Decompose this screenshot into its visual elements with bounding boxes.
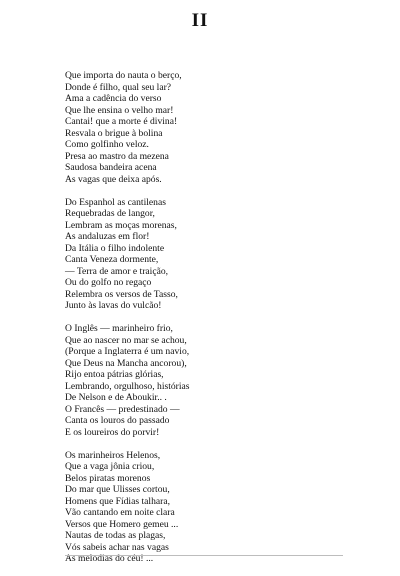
poem-line: E os loureiros do porvir! [65,426,160,438]
poem-line: Canta Veneza dormente, [65,254,159,265]
poem-line: Do Espanhol as cantilenas [65,196,166,208]
poem-line: Da Itália o filho indolente [65,242,165,254]
poem-line: Belos piratas morenos [65,472,151,484]
poem-line: As melodias do céu! ... [65,553,154,564]
poem-line: Cantai! que a morte é divina! [65,116,178,127]
poem-line: Ou do golfo no regaço [65,277,152,288]
poem-line: Como golfinho veloz. [65,139,149,150]
poem-line: Relembra os versos de Tasso, [65,288,178,300]
stanza-4 [65,450,365,565]
stanza-1 [65,70,365,185]
poem-line: Canta os louros do passado [65,415,170,426]
poem-line: Que ao nascer no mar se achou, [65,334,187,346]
poem-line: Os marinheiros Helenos, [65,449,161,461]
poem-line: Donde é filho, qual seu lar? [65,81,172,93]
poem-line: Resvala o brigue à bolina [65,127,163,139]
poem-line: — Terra de amor e traição, [65,265,169,277]
poem-line: Que a vaga jônia criou, [65,461,155,472]
poem-line: Homens que Fídias talhara, [65,495,170,507]
poem-line: Presa ao mastro da mezena [65,150,169,162]
poem-line: (Porque a Inglaterra é um navio, [65,346,190,357]
poem-line: Requebradas de langor, [65,208,155,219]
poem-line: O Francês — predestinado — [65,403,180,415]
poem-line: Que importa do nauta o berço, [65,70,182,81]
poem-line: Lembram as moças morenas, [65,219,177,231]
poem-line: Vós sabeis achar nas vagas [65,541,169,553]
poem-line: De Nelson e de Aboukir.. . [65,392,167,403]
stanza-3 [65,323,365,438]
page-divider [65,555,343,556]
poem-body [65,70,365,576]
poem-line: Rijo entoa pátrias glórias, [65,369,164,380]
poem-line: Saudosa bandeira acena [65,162,157,173]
poem-line: As vagas que deixa após. [65,173,162,185]
poem-line: Junto às lavas do vulcão! [65,300,162,311]
poem-line: As andaluzas em flor! [65,231,150,242]
poem-line: Lembrando, orgulhoso, histórias [65,380,190,392]
poem-line: Que lhe ensina o velho mar! [65,104,174,116]
poem-line: Nautas de todas as plagas, [65,530,166,541]
poem-line: Ama a cadência do verso [65,93,162,104]
poem-line: Versos que Homero gemeu ... [65,518,179,530]
section-heading: II [191,10,209,31]
poem-line: Do mar que Ulisses cortou, [65,484,170,495]
poem-line: O Inglês — marinheiro frio, [65,323,173,334]
poem-line: Vão cantando em noite clara [65,507,175,518]
stanza-2 [65,197,365,312]
poem-line: Que Deus na Mancha ancorou), [65,357,187,369]
